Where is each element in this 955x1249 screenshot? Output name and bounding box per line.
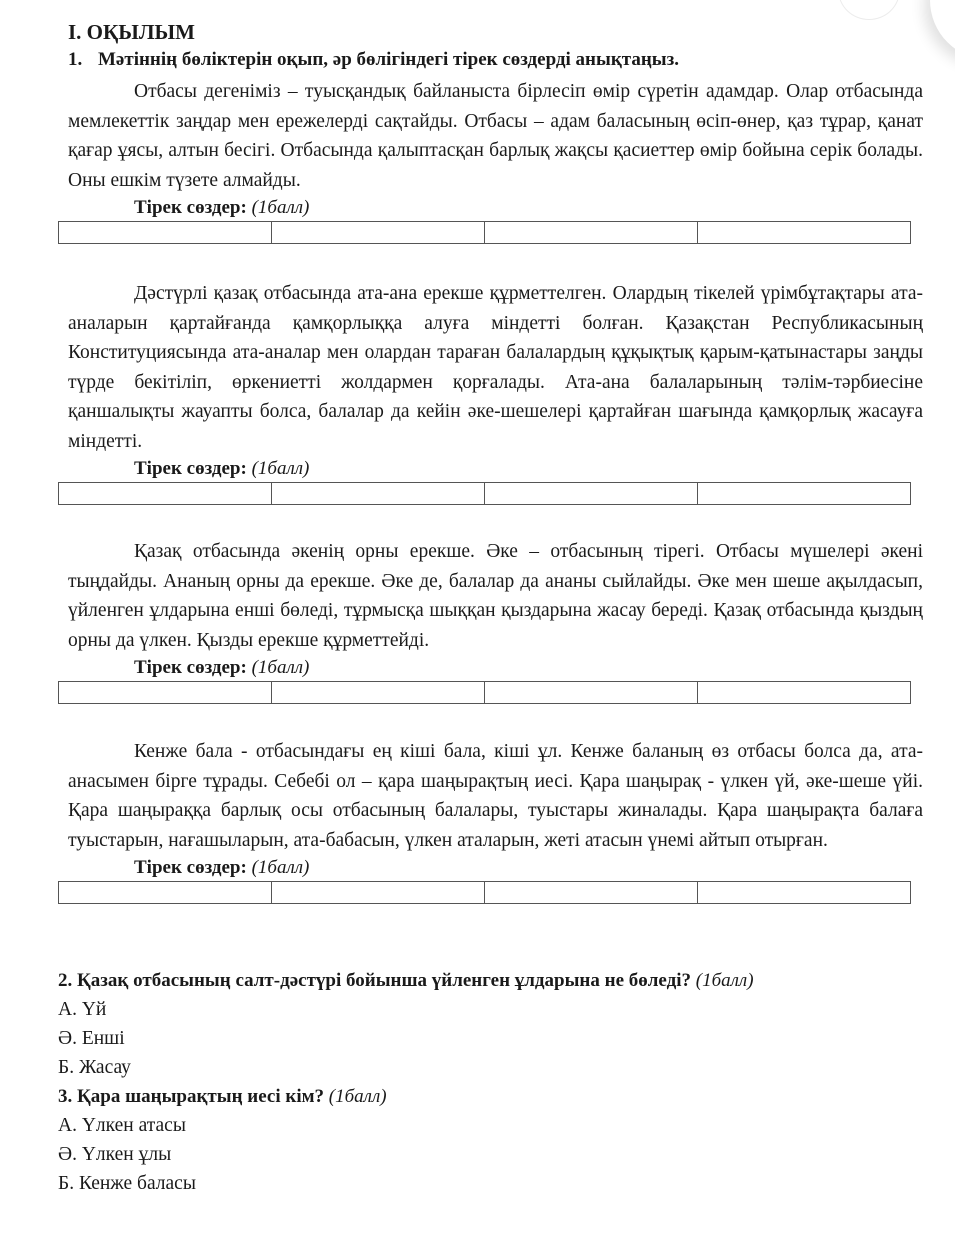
overlay-shadow-circle (930, 0, 955, 60)
section-title: I. ОҚЫЛЫМ (68, 20, 195, 44)
answer-option[interactable]: А. Үй (58, 999, 107, 1020)
question-3-title: 3. Қара шаңырақтың иесі кім? (1балл) (58, 1086, 387, 1107)
points-label: (1балл) (251, 857, 310, 878)
points-label: (1балл) (251, 458, 310, 479)
passage-block-3 (68, 537, 923, 704)
support-words-label: Тірек сөздер: (1балл) (134, 197, 310, 218)
support-words-label: Тірек сөздер: (1балл) (134, 857, 310, 878)
passage-block-2 (68, 279, 923, 505)
answer-cell[interactable] (272, 222, 485, 244)
task-1-title (68, 46, 923, 76)
passage-text: Отбасы дегеніміз – туысқандық байланыста бірлесіп өмір сүретін адамдар. Олар отбасында мемлекеттік заңдар мен ережелерді сақтайды. Отбасы – адам баласының өсіп-өнер, қаз тұрар, қанат қағар ұясы, алтын бесігі. Отбасында қалыптасқан барлық жақсы қасиеттер өмір бойына серік болады. Оны ешкім түзете алмайды. (68, 81, 923, 191)
answer-cell[interactable] (272, 882, 485, 904)
answer-cell[interactable] (59, 483, 272, 505)
answer-cell[interactable] (485, 483, 698, 505)
answer-cell[interactable] (272, 682, 485, 704)
answer-cell[interactable] (698, 882, 911, 904)
answer-table (58, 881, 911, 904)
answer-table (58, 482, 911, 505)
question-2 (58, 966, 923, 1082)
question-2-title: 2. Қазақ отбасының салт-дәстүрі бойынша үйленген ұлдарына не бөледі? (1балл) (58, 970, 754, 991)
answer-cell[interactable] (485, 682, 698, 704)
answer-option[interactable]: Б. Кенже баласы (58, 1173, 196, 1194)
points-label: (1балл) (695, 970, 754, 991)
points-label: (1балл) (251, 657, 310, 678)
points-label: (1балл) (328, 1086, 387, 1107)
support-words-label: Тірек сөздер: (1балл) (134, 458, 310, 479)
answer-option[interactable]: Ә. Енші (58, 1028, 125, 1049)
passage-text: Кенже бала - отбасындағы ең кіші бала, кіші ұл. Кенже баланың өз отбасы болса да, ата-анасымен бірге тұрады. Себебі ол – қара шаңырақтың иесі. Қара шаңырақ - үлкен үй, әке-шеше үйі. Қара шаңыраққа барлық осы отбасының балалары, туыстары жиналады. Қара шаңырақта балаға туыстарын, нағашыларын, ата-бабасын, үлкен аталарын, жеті атасын үнемі айтып отырған. (68, 741, 923, 851)
support-words-label: Тірек сөздер: (1балл) (134, 657, 310, 678)
passage-text: Дәстүрлі қазақ отбасында ата-ана ерекше құрметтелген. Олардың тікелей үрімбұтақтары ата-аналарын қартайғанда қамқорлыққа алуға міндетті болған. Қазақстан Республикасының Конституциясында ата-аналар мен олардан тараған балалардың құқықтық қарым-қатынастары заңды түрде бекітіліп, өркениетті жолдармен қорғалады. Ата-ана балаларының тәлім-тәрбиесіне қаншалықты жауапты болса, балалар да кейін әке-шешелері қартайған шағында қамқорлық жасауға міндетті. (68, 283, 923, 452)
answer-cell[interactable] (272, 483, 485, 505)
answer-cell[interactable] (698, 483, 911, 505)
answer-table (58, 681, 911, 704)
question-3 (58, 1082, 923, 1198)
answer-cell[interactable] (59, 682, 272, 704)
answer-cell[interactable] (698, 682, 911, 704)
overlay-circle-button (838, 0, 900, 20)
answer-table (58, 221, 911, 244)
points-label: (1балл) (251, 197, 310, 218)
answer-option[interactable]: Б. Жасау (58, 1057, 131, 1078)
passage-block-1 (68, 77, 923, 244)
answer-cell[interactable] (59, 882, 272, 904)
answer-cell[interactable] (485, 882, 698, 904)
passage-block-4 (68, 737, 923, 904)
answer-cell[interactable] (59, 222, 272, 244)
answer-cell[interactable] (698, 222, 911, 244)
passage-text: Қазақ отбасында әкенің орны ерекше. Әке – отбасының тірегі. Отбасы мүшелері әкені тыңдайды. Ананың орны да ерекше. Әке де, балалар да ананы сыйлайды. Әке мен шеше ақылдасып, үйленген ұлдарына енші бөледі, тұрмысқа шыққан қыздарына жасау береді. Қазақ отбасында қыздың орны да үлкен. Қызды ерекше құрметтейді. (68, 541, 923, 651)
answer-option[interactable]: Ә. Үлкен ұлы (58, 1144, 172, 1165)
answer-option[interactable]: А. Үлкен атасы (58, 1115, 186, 1136)
answer-cell[interactable] (485, 222, 698, 244)
task-1-number: 1. (68, 49, 83, 70)
task-1-instruction: Мәтіннің бөліктерін оқып, әр бөлігіндегі тірек сөздерді анықтаңыз. (98, 49, 680, 70)
